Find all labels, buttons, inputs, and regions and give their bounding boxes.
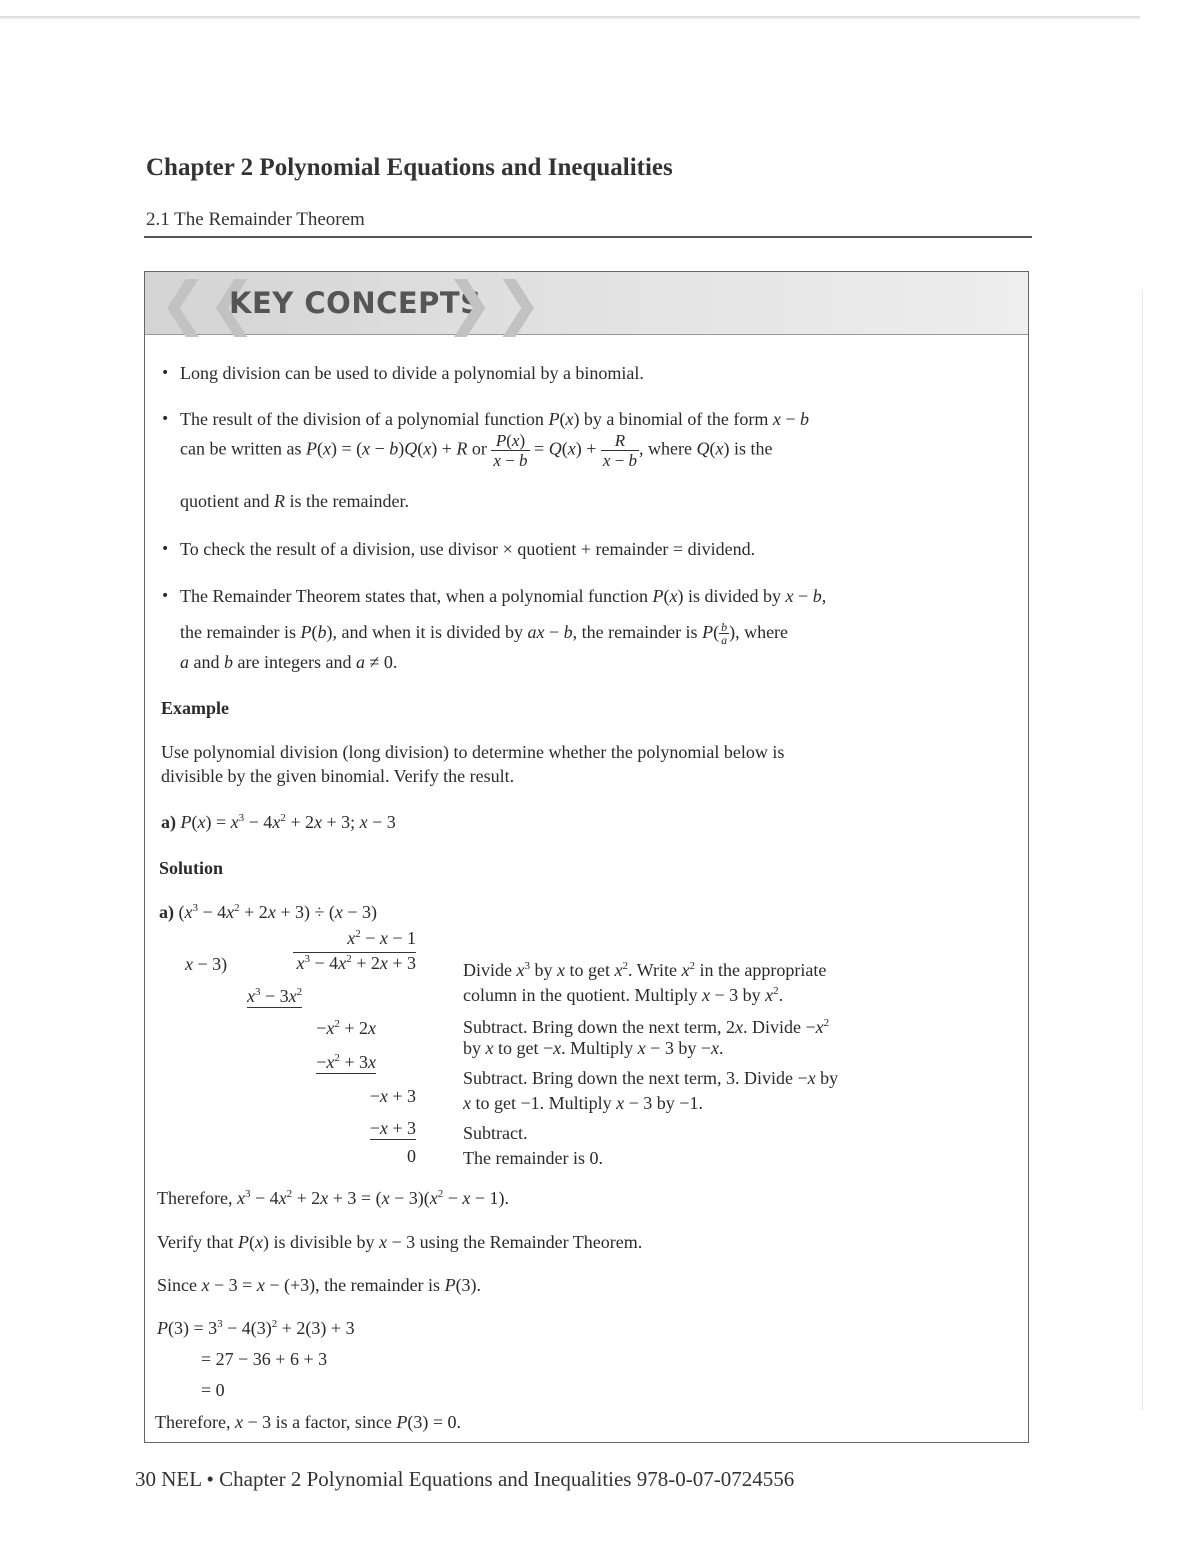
explanation-line-8: The remainder is 0. [463,1148,603,1168]
chevron-left-icon: ❮❮ [159,269,257,337]
step-subtract-2: $-x^2 + 3x$ [316,1052,376,1072]
concept-text-2-line1: The result of the division of a polynomial function P(x) by a binomial of the form x − b [180,409,810,429]
chevron-right-icon: ❯❯ [445,269,543,337]
scan-edge-side [1142,290,1143,1410]
conclusion: Therefore, $x^3 - 4x^2 + 2x + 3 = (x - 3)(x^2 - x - 1)$. [157,1188,510,1208]
concept-text-2-line3: quotient and R is the remainder. [180,491,409,511]
concept-text-4-line3: a and b are integers and a ≠ 0. [180,652,398,672]
section-divider [144,236,1032,238]
solution-heading: Solution [159,858,224,878]
key-concepts-label: KEY CONCEPTS [229,286,482,320]
final-statement: Therefore, x − 3 is a factor, since P(3) = 0. [155,1412,461,1432]
concept-text-2-line2: can be written as P(x) = (x − b)Q(x) + R or $\frac{P(x)}{x - b}$ = Q(x) + $\frac{R}{x - b}$ , where Q(x) is the [180,431,773,470]
example-heading: Example [161,698,230,718]
divisor: x − 3) [185,954,228,974]
explanation-line-1: Divide $x^3$ by x to get $x^2$. Write $x^2$ in the appropriate [463,960,827,980]
explanation-line-2: column in the quotient. Multiply x − 3 by $x^2$. [463,985,784,1005]
calc-line-1: $P(3) = 3^3 - 4(3)^2 + 2(3) + 3$ [157,1318,355,1338]
concept-text-4-line1: The Remainder Theorem states that, when a polynomial function P(x) is divided by x − b, [180,586,827,606]
bullet-icon: • [161,365,170,381]
explanation-line-5: Subtract. Bring down the next term, 3. Divide −x by [463,1068,839,1088]
step-remainder-2: −x + 3 [369,1086,416,1106]
concept-bullet-4 [161,581,1021,681]
explanation-line-3: Subtract. Bring down the next term, 2x. Divide $-x^2$ [463,1017,830,1037]
key-concepts-box [144,271,1029,1443]
concept-text-3: To check the result of a division, use divisor × quotient + remainder = dividend. [180,539,756,559]
bullet-icon: • [161,588,170,604]
step-subtract-1: $x^3 - 3x^2$ [247,986,303,1006]
fraction-r-over-x-minus-b: $\frac{R}{x - b}$ [602,431,637,470]
step-remainder-1: $-x^2 + 2x$ [316,1018,376,1038]
step-subtract-3: −x + 3 [369,1118,416,1138]
explanation-line-6: x to get −1. Multiply x − 3 by −1. [463,1093,703,1113]
fraction-b-over-a: $\frac{b}{a}$ [721,620,728,648]
dividend: $x^3 - 4x^2 + 2x + 3$ [293,952,416,974]
page-footer: 30 NEL • Chapter 2 Polynomial Equations and Inequalities 978-0-07-0724556 [135,1467,795,1491]
quotient: $x^2 - x - 1$ [347,928,416,948]
fraction-px-over-x-minus-b: $\frac{P(x)}{x - b}$ [493,431,528,470]
chapter-title: Chapter 2 Polynomial Equations and Inequalities [146,154,673,181]
example-instruction-line1: Use polynomial division (long division) to determine whether the polynomial below is [161,742,785,762]
calc-line-3: = 0 [201,1380,225,1400]
explanation-line-4: by x to get −x. Multiply x − 3 by −x. [463,1038,724,1058]
concept-text-4-line2: the remainder is P(b), and when it is divided by ax − b, the remainder is P( $\frac{b}{a}$ ), where [180,620,789,648]
bullet-icon: • [161,541,170,557]
section-title: 2.1 The Remainder Theorem [146,209,365,230]
scan-edge [0,16,1140,19]
example-part-a: a) $P(x) = x^3 - 4x^2 + 2x + 3$; x − 3 [161,812,396,832]
final-remainder: 0 [407,1146,416,1166]
solution-setup: a) $(x^3 - 4x^2 + 2x + 3) \div (x - 3)$ [159,902,377,922]
calc-line-2: = 27 − 36 + 6 + 3 [201,1349,328,1369]
concept-text-1: Long division can be used to divide a polynomial by a binomial. [180,363,644,383]
verify-statement: Verify that P(x) is divisible by x − 3 using the Remainder Theorem. [157,1232,643,1252]
explanation-line-7: Subtract. [463,1123,528,1143]
since-statement: Since x − 3 = x − (+3), the remainder is P(3). [157,1275,482,1295]
concept-bullet-2 [161,404,1011,514]
example-instruction-line2: divisible by the given binomial. Verify the result. [161,766,515,786]
bullet-icon: • [161,411,170,427]
key-concepts-header [145,269,1028,337]
